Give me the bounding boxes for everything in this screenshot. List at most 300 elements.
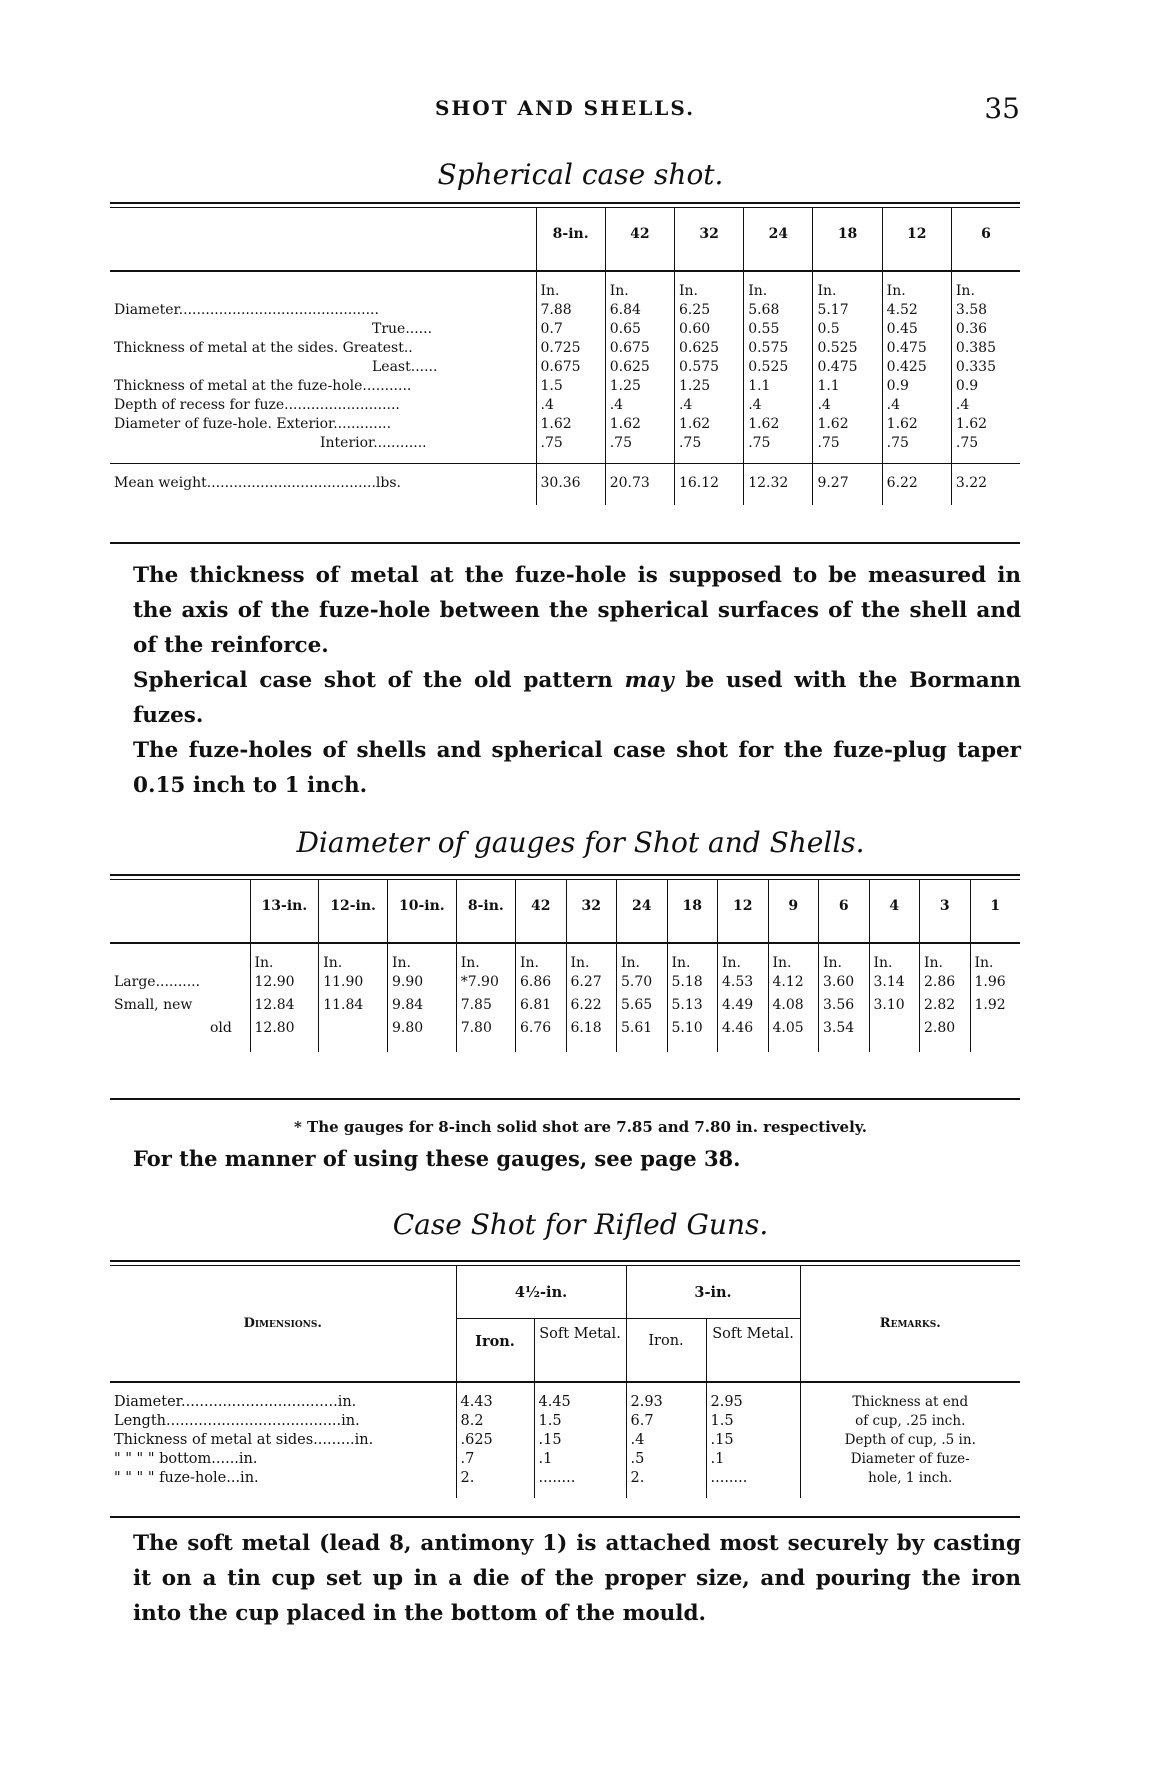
- gap-cell: [920, 1042, 971, 1052]
- spherical-cell: 0.7: [536, 320, 605, 339]
- spherical-cell: 0.5: [813, 320, 882, 339]
- paragraph-bormann: Spherical case shot of the old pattern may be used with the Bormann fuzes.: [133, 668, 1021, 728]
- gap-cell: [536, 271, 605, 282]
- gap-cell: [319, 1042, 388, 1052]
- gauges-gap-row: [110, 943, 1020, 954]
- spherical-cell: .75: [536, 434, 605, 453]
- spherical-cell: 1.1: [744, 377, 813, 396]
- rifled-cell: 2.: [456, 1469, 534, 1488]
- spherical-row-label: Interior............: [320, 435, 427, 451]
- gauges-cell: 6.81: [516, 996, 567, 1019]
- gap-cell: [674, 271, 743, 282]
- spherical-row: [110, 377, 1020, 396]
- spherical-cell: 1.62: [813, 415, 882, 434]
- spherical-unit-4: In.: [813, 282, 882, 301]
- gauges-cell: 4.53: [718, 973, 769, 996]
- spherical-row-label: True......: [372, 321, 433, 337]
- sub-header-iron-1: Iron.: [456, 1319, 534, 1383]
- spherical-cell: 0.575: [744, 339, 813, 358]
- gap-cell: [534, 1488, 626, 1498]
- spherical-row-label: Least......: [372, 359, 438, 375]
- gauges-col-header-9: 9: [768, 880, 819, 943]
- spherical-unit-2: In.: [674, 282, 743, 301]
- gauges-unit-12: In.: [920, 954, 971, 973]
- spherical-col-header-5: 12: [882, 208, 951, 271]
- gap-cell: [319, 943, 388, 954]
- spherical-cell: .4: [813, 396, 882, 415]
- gap-cell: [617, 943, 668, 954]
- gap-cell: [718, 1042, 769, 1052]
- group-header-4-5-in: 4½-in.: [456, 1266, 626, 1319]
- spherical-cell: 0.55: [744, 320, 813, 339]
- gauges-cell: 5.13: [667, 996, 718, 1019]
- gauges-cell: 2.82: [920, 996, 971, 1019]
- remark-line: Diameter of fuze-: [800, 1450, 1020, 1469]
- spherical-weight-row: [110, 464, 1020, 506]
- spherical-row-label: Thickness of metal at the sides. Greatest..: [114, 340, 413, 356]
- gap-cell: [970, 943, 1020, 954]
- unit-label-spacer: [110, 282, 536, 301]
- explanatory-paragraphs: [133, 558, 1021, 803]
- gap-cell: [744, 271, 813, 282]
- gap-cell: [456, 1042, 515, 1052]
- rifled-cell: .15: [534, 1431, 626, 1450]
- gauges-title: Diameter of gauges for Shot and Shells.: [296, 826, 865, 859]
- spherical-col-header-0: 8-in.: [536, 208, 605, 271]
- gap-cell: [667, 943, 718, 954]
- gauges-cell: 7.80: [456, 1019, 515, 1042]
- gap-cell: [813, 453, 882, 464]
- spherical-cell: 1.1: [813, 377, 882, 396]
- gap-cell: [516, 943, 567, 954]
- spherical-cell: 1.25: [605, 377, 674, 396]
- gauges-col-header-13: 1: [970, 880, 1020, 943]
- gauges-body: [110, 943, 1020, 1052]
- gauges-unit-0: In.: [250, 954, 319, 973]
- gap-cell: [768, 1042, 819, 1052]
- gap-cell: [800, 1382, 1020, 1393]
- spherical-gap-row: [110, 271, 1020, 282]
- spherical-cell: 1.62: [951, 415, 1020, 434]
- gap-cell: [534, 1382, 626, 1393]
- gauges-cell: 5.70: [617, 973, 668, 996]
- spherical-cell: 0.65: [605, 320, 674, 339]
- gauges-unit-7: In.: [667, 954, 718, 973]
- gauges-col-header-2: 10-in.: [387, 880, 456, 943]
- weight-cell: 3.22: [951, 464, 1020, 506]
- gauges-row: [110, 996, 1020, 1019]
- rifled-body: [110, 1382, 1020, 1498]
- spherical-cell: 1.62: [882, 415, 951, 434]
- gap-cell: [819, 1042, 870, 1052]
- gauges-cell: 6.18: [566, 1019, 617, 1042]
- rifled-cell: 4.43: [456, 1393, 534, 1412]
- gauges-cell: 4.46: [718, 1019, 769, 1042]
- spherical-col-header-6: 6: [951, 208, 1020, 271]
- spherical-cell: 6.25: [674, 301, 743, 320]
- gauges-cell: 4.05: [768, 1019, 819, 1042]
- gauges-table: [110, 880, 1020, 1052]
- spherical-col-header-3: 24: [744, 208, 813, 271]
- spherical-body: [110, 271, 1020, 505]
- spherical-row: [110, 415, 1020, 434]
- gauges-unit-5: In.: [566, 954, 617, 973]
- gap-cell: [250, 1042, 319, 1052]
- spherical-cell: 1.62: [674, 415, 743, 434]
- rifled-cell: 4.45: [534, 1393, 626, 1412]
- gauges-col-header-3: 8-in.: [456, 880, 515, 943]
- page-header: [110, 92, 1020, 132]
- gap-cell: [110, 1042, 250, 1052]
- gauges-col-header-8: 12: [718, 880, 769, 943]
- spherical-case-shot-title: Spherical case shot.: [437, 158, 724, 191]
- gauges-col-header-0: 13-in.: [250, 880, 319, 943]
- rifled-top-rule: [110, 1260, 1020, 1262]
- spherical-unit-6: In.: [951, 282, 1020, 301]
- gap-cell: [674, 453, 743, 464]
- gauges-cell: 4.08: [768, 996, 819, 1019]
- rifled-row-label: " " " " bottom......in.: [114, 1451, 258, 1467]
- gauges-cell: 7.85: [456, 996, 515, 1019]
- remark-line: Depth of cup, .5 in.: [800, 1431, 1020, 1450]
- rifled-cell: .1: [534, 1450, 626, 1469]
- gauges-col-header-10: 6: [819, 880, 870, 943]
- weight-cell: 20.73: [605, 464, 674, 506]
- gap-cell: [110, 271, 536, 282]
- gap-cell: [387, 943, 456, 954]
- rifled-row: [110, 1393, 1020, 1412]
- gauges-cell: 1.92: [970, 996, 1020, 1019]
- gauges-cell: 2.80: [920, 1019, 971, 1042]
- gauges-row: [110, 1019, 1020, 1042]
- spherical-cell: 0.475: [813, 358, 882, 377]
- spherical-row: [110, 301, 1020, 320]
- gap-cell: [882, 271, 951, 282]
- spherical-cell: 0.45: [882, 320, 951, 339]
- weight-cell: 16.12: [674, 464, 743, 506]
- remarks-header: Remarks.: [800, 1266, 1020, 1382]
- weight-label: Mean weight......................................lbs.: [114, 475, 401, 491]
- rifled-cell: ........: [706, 1469, 800, 1488]
- spherical-cell: .4: [951, 396, 1020, 415]
- gauges-unit-11: In.: [869, 954, 920, 973]
- spherical-cell: 1.62: [605, 415, 674, 434]
- gauges-gap-row: [110, 1042, 1020, 1052]
- gap-cell: [951, 453, 1020, 464]
- spherical-cell: 5.17: [813, 301, 882, 320]
- remark-line: hole, 1 inch.: [800, 1469, 1020, 1488]
- spherical-header-row: [110, 208, 1020, 271]
- spherical-row: [110, 339, 1020, 358]
- spherical-row: [110, 320, 1020, 339]
- rifled-row-label: Length......................................in.: [114, 1413, 360, 1429]
- spherical-cell: .75: [674, 434, 743, 453]
- gauges-row-label: Large..........: [114, 974, 201, 990]
- gauges-cell: 3.10: [869, 996, 920, 1019]
- gauges-cell: 9.80: [387, 1019, 456, 1042]
- spherical-cell: 0.9: [882, 377, 951, 396]
- rifled-cell: 6.7: [626, 1412, 706, 1431]
- spherical-cell: 5.68: [744, 301, 813, 320]
- spherical-unit-1: In.: [605, 282, 674, 301]
- weight-cell: 30.36: [536, 464, 605, 506]
- gauges-cell: 12.84: [250, 996, 319, 1019]
- gauges-col-header-7: 18: [667, 880, 718, 943]
- spherical-row: [110, 358, 1020, 377]
- rifled-cell: .5: [626, 1450, 706, 1469]
- gauges-cell: 11.90: [319, 973, 388, 996]
- gauges-col-header-11: 4: [869, 880, 920, 943]
- spherical-cell: 1.25: [674, 377, 743, 396]
- gap-cell: [920, 943, 971, 954]
- gap-cell: [536, 453, 605, 464]
- spherical-cell: 0.725: [536, 339, 605, 358]
- spherical-row-label: Diameter.............................................: [114, 302, 379, 318]
- gauges-cell: 2.86: [920, 973, 971, 996]
- gauges-unit-3: In.: [456, 954, 515, 973]
- rifled-cell: 1.5: [534, 1412, 626, 1431]
- gauges-top-rule: [110, 874, 1020, 876]
- spherical-cell: .75: [951, 434, 1020, 453]
- rifled-cell: .625: [456, 1431, 534, 1450]
- gauges-cell: 6.86: [516, 973, 567, 996]
- gauges-cell: 3.56: [819, 996, 870, 1019]
- spherical-cell: 0.9: [951, 377, 1020, 396]
- gauges-bottom-rule: [110, 1098, 1020, 1100]
- remark-line: Thickness at end: [800, 1393, 1020, 1412]
- spherical-cell: .4: [605, 396, 674, 415]
- spherical-cell: 1.62: [536, 415, 605, 434]
- rifled-cell: .4: [626, 1431, 706, 1450]
- spherical-case-shot-table: [110, 208, 1020, 505]
- weight-cell: 6.22: [882, 464, 951, 506]
- spherical-bottom-rule: [110, 542, 1020, 544]
- spherical-gap-row: [110, 453, 1020, 464]
- gauges-cell: 12.80: [250, 1019, 319, 1042]
- gap-cell: [110, 453, 536, 464]
- gap-cell: [566, 1042, 617, 1052]
- gap-cell: [605, 271, 674, 282]
- gauges-col-header-12: 3: [920, 880, 971, 943]
- rifled-row: [110, 1431, 1020, 1450]
- spherical-cell: 0.385: [951, 339, 1020, 358]
- spherical-cell: 1.5: [536, 377, 605, 396]
- rifled-cell: .7: [456, 1450, 534, 1469]
- rifled-bottom-rule: [110, 1516, 1020, 1518]
- gauges-cell: 6.27: [566, 973, 617, 996]
- rifled-row-label: Diameter..................................in.: [114, 1394, 357, 1410]
- rifled-row: [110, 1412, 1020, 1431]
- gap-cell: [768, 943, 819, 954]
- rifled-cell: 2.: [626, 1469, 706, 1488]
- spherical-cell: 7.88: [536, 301, 605, 320]
- spherical-cell: 0.525: [744, 358, 813, 377]
- rifled-row-label: " " " " fuze-hole...in.: [114, 1470, 259, 1486]
- spherical-cell: 6.84: [605, 301, 674, 320]
- gauges-cell: 5.10: [667, 1019, 718, 1042]
- gap-cell: [456, 943, 515, 954]
- gauges-cell: 4.49: [718, 996, 769, 1019]
- spherical-row-label: Diameter of fuze-hole. Exterior.............: [114, 416, 392, 432]
- gap-cell: [667, 1042, 718, 1052]
- gauges-cell: 6.76: [516, 1019, 567, 1042]
- spherical-row-label: Thickness of metal at the fuze-hole...........: [114, 378, 412, 394]
- weight-cell: 12.32: [744, 464, 813, 506]
- gauges-col-header-5: 32: [566, 880, 617, 943]
- gap-cell: [605, 453, 674, 464]
- gap-cell: [819, 943, 870, 954]
- gauges-unit-10: In.: [819, 954, 870, 973]
- gap-cell: [706, 1488, 800, 1498]
- spherical-cell: 0.475: [882, 339, 951, 358]
- top-rule: [110, 202, 1020, 204]
- gap-cell: [456, 1488, 534, 1498]
- gap-cell: [882, 453, 951, 464]
- rifled-group-header-row: [110, 1266, 1020, 1319]
- spherical-cell: 0.625: [605, 358, 674, 377]
- sub-header-soft-metal-1: Soft Metal.: [534, 1319, 626, 1383]
- gap-cell: [456, 1382, 534, 1393]
- spherical-unit-3: In.: [744, 282, 813, 301]
- gauges-cell: 12.90: [250, 973, 319, 996]
- spherical-row: [110, 396, 1020, 415]
- gauges-cell: 3.60: [819, 973, 870, 996]
- rifled-title: Case Shot for Rifled Guns.: [392, 1208, 769, 1241]
- gauges-cell: 5.18: [667, 973, 718, 996]
- gap-cell: [869, 943, 920, 954]
- paragraph-fuze-thickness: The thickness of metal at the fuze-hole is supposed to be measured in the axis of the fuze-hole between the spherical surfaces of the shell and of the reinforce.: [133, 563, 1021, 658]
- gauges-col-header-6: 24: [617, 880, 668, 943]
- gap-cell: [110, 943, 250, 954]
- italic-word: may: [624, 668, 674, 693]
- weight-cell: 9.27: [813, 464, 882, 506]
- spherical-cell: .75: [882, 434, 951, 453]
- gauges-cell: 5.65: [617, 996, 668, 1019]
- gap-cell: [110, 1488, 456, 1498]
- gauges-cell: *7.90: [456, 973, 515, 996]
- gauges-col-header-4: 42: [516, 880, 567, 943]
- gauges-header-row: [110, 880, 1020, 943]
- gap-cell: [718, 943, 769, 954]
- spherical-col-header-1: 42: [605, 208, 674, 271]
- gauges-cell: 6.22: [566, 996, 617, 1019]
- gap-cell: [706, 1382, 800, 1393]
- paragraph-taper: The fuze-holes of shells and spherical case shot for the fuze-plug taper 0.15 inch to 1 inch.: [133, 738, 1021, 798]
- gauges-footnote: * The gauges for 8-inch solid shot are 7.85 and 7.80 in. respectively.: [293, 1118, 868, 1136]
- gap-cell: [250, 943, 319, 954]
- gauges-label-header: [110, 880, 250, 943]
- gap-cell: [800, 1488, 1020, 1498]
- spherical-row: [110, 434, 1020, 453]
- gauges-cell: 11.84: [319, 996, 388, 1019]
- running-title: SHOT AND SHELLS.: [434, 96, 696, 120]
- sub-header-soft-metal-2: Soft Metal.: [706, 1319, 800, 1383]
- gauges-cell: 9.84: [387, 996, 456, 1019]
- gauges-cell: [319, 1019, 388, 1042]
- spherical-cell: 0.36: [951, 320, 1020, 339]
- rifled-row: [110, 1450, 1020, 1469]
- unit-label-spacer: [110, 954, 250, 973]
- spherical-cell: .4: [536, 396, 605, 415]
- gauges-unit-4: In.: [516, 954, 567, 973]
- spherical-col-header-4: 18: [813, 208, 882, 271]
- gap-cell: [516, 1042, 567, 1052]
- gauges-row: [110, 973, 1020, 996]
- spherical-cell: .4: [674, 396, 743, 415]
- gap-cell: [566, 943, 617, 954]
- gauges-cell: [869, 1019, 920, 1042]
- gauges-cell: 3.54: [819, 1019, 870, 1042]
- gap-cell: [387, 1042, 456, 1052]
- gauges-row-label: old: [210, 1020, 232, 1036]
- gap-cell: [813, 271, 882, 282]
- gauges-unit-6: In.: [617, 954, 668, 973]
- spherical-cell: 0.625: [674, 339, 743, 358]
- gauges-unit-row: [110, 954, 1020, 973]
- spherical-cell: 0.675: [605, 339, 674, 358]
- gap-cell: [626, 1382, 706, 1393]
- gauges-row-label: Small, new: [114, 997, 193, 1013]
- gauges-unit-13: In.: [970, 954, 1020, 973]
- spherical-cell: 0.60: [674, 320, 743, 339]
- rifled-table: [110, 1266, 1020, 1498]
- spherical-label-header: [110, 208, 536, 271]
- spherical-cell: 3.58: [951, 301, 1020, 320]
- spherical-unit-0: In.: [536, 282, 605, 301]
- page-number: 35: [984, 92, 1020, 125]
- spherical-cell: .4: [744, 396, 813, 415]
- gap-cell: [744, 453, 813, 464]
- rifled-cell: 2.93: [626, 1393, 706, 1412]
- spherical-cell: 1.62: [744, 415, 813, 434]
- rifled-cell: 8.2: [456, 1412, 534, 1431]
- gauges-col-header-1: 12-in.: [319, 880, 388, 943]
- spherical-cell: .4: [882, 396, 951, 415]
- gauges-cell: 9.90: [387, 973, 456, 996]
- rifled-cell: ........: [534, 1469, 626, 1488]
- spherical-cell: .75: [605, 434, 674, 453]
- sub-header-iron-2: Iron.: [626, 1319, 706, 1383]
- spherical-cell: 0.335: [951, 358, 1020, 377]
- spherical-col-header-2: 32: [674, 208, 743, 271]
- spherical-row-label: Depth of recess for fuze..........................: [114, 397, 400, 413]
- rifled-cell: .15: [706, 1431, 800, 1450]
- rifled-cell: 2.95: [706, 1393, 800, 1412]
- dimensions-header: Dimensions.: [243, 1316, 322, 1331]
- spherical-cell: 0.425: [882, 358, 951, 377]
- rifled-gap-row: [110, 1488, 1020, 1498]
- gauges-cell: 4.12: [768, 973, 819, 996]
- gap-cell: [617, 1042, 668, 1052]
- remark-line: of cup, .25 inch.: [800, 1412, 1020, 1431]
- spherical-cell: .75: [744, 434, 813, 453]
- gap-cell: [970, 1042, 1020, 1052]
- gap-cell: [951, 271, 1020, 282]
- gauges-cell: [970, 1019, 1020, 1042]
- group-header-3-in: 3-in.: [626, 1266, 800, 1319]
- rifled-cell: 1.5: [706, 1412, 800, 1431]
- gap-cell: [110, 1382, 456, 1393]
- rifled-row-label: Thickness of metal at sides.........in.: [114, 1432, 374, 1448]
- gauges-cell: 3.14: [869, 973, 920, 996]
- spherical-unit-row: [110, 282, 1020, 301]
- spherical-cell: 0.575: [674, 358, 743, 377]
- rifled-row: [110, 1469, 1020, 1488]
- gauges-unit-9: In.: [768, 954, 819, 973]
- gauges-unit-8: In.: [718, 954, 769, 973]
- closing-paragraph: The soft metal (lead 8, antimony 1) is attached most securely by casting it on a tin cup set up in a die of the proper size, and pouring the iron into the cup placed in the bottom of the mould.: [133, 1531, 1021, 1626]
- gauges-cell: 5.61: [617, 1019, 668, 1042]
